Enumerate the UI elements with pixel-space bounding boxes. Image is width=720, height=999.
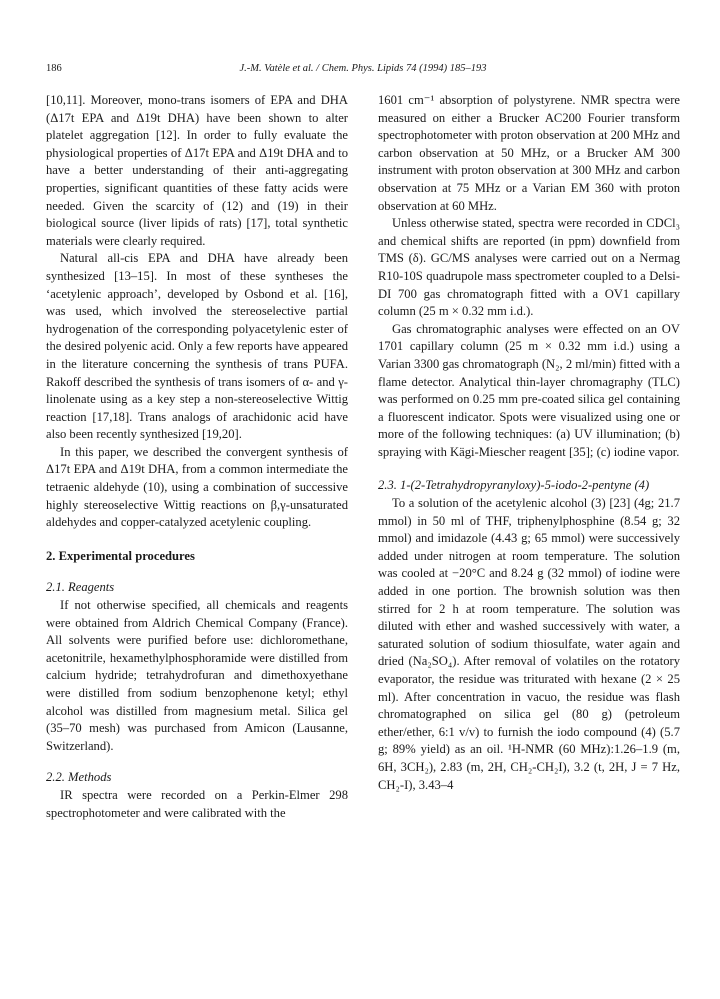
subsection-heading-reagents: 2.1. Reagents bbox=[46, 580, 115, 595]
subsection-heading-methods: 2.2. Methods bbox=[46, 770, 112, 785]
paragraph-nmr: 1601 cm⁻¹ absorption of polystyrene. NMR spectra were measured on either a Brucker AC200 Fourier transform spectrophotometer with proton observation at 200 MHz and carbon observation at 50 MHz, or a Brucker AM 300 instrument with proton observation at 300 MHz and carbon observation at 75 MHz or a Varian EM 360 with proton observation at 60 MHz. bbox=[378, 93, 680, 213]
journal-citation: J.-M. Vatèle et al. / Chem. Phys. Lipids 74 (1994) 185–193 bbox=[239, 63, 487, 74]
paragraph-gcms: Unless otherwise stated, spectra were recorded in CDCl₃ and chemical shifts are reported (in ppm) downfield from TMS (δ). GC/MS analyses were carried out on a Nermag R10-10S quadrupole mass spectrometer coupled to a Delsi-DI 700 gas chromatograph fitted with a OV1 capillary column (25 m × 0.32 mm i.d.). bbox=[378, 216, 680, 319]
page-number: 186 bbox=[46, 63, 62, 74]
subsection-heading-compound-4: 2.3. 1-(2-Tetrahydropyranyloxy)-5-iodo-2-pentyne (4) bbox=[378, 478, 650, 493]
paragraph-gc-tlc: Gas chromatographic analyses were effected on an OV 1701 capillary column (25 m × 0.32 mm i.d.) using a Varian 3300 gas chromatograph (N₂, 2 ml/min) fitted with a flame detector. Analytical thin-layer chromagraphy (TLC) was performed on 0.25 mm pre-coated silica gel containing a fluorescent indicator. Spots were visualized using one or more of the following techniques: (a) UV illumination; (b) spraying with Kägi-Miescher reagent [35]; (c) iodine vapor. bbox=[378, 321, 680, 459]
right-column bbox=[378, 92, 680, 794]
paragraph-compound-4-procedure: To a solution of the acetylenic alcohol (3) [23] (4g; 21.7 mmol) in 50 ml of THF, triphenylphosphine (8.54 g; 32 mmol) and imidazole (4.43 g; 65 mmol) were successively added under nitrogen at room temperature. The solution was cooled at −20°C and 8.24 g (32 mmol) of iodine were added in one portion. The brownish solution was then stirred for 2 h at room temperature. The solution was diluted with ether and washed successively with water, a saturated solution of sodium thiosulfate, water again and dried (Na₂SO₄). After removal of volatiles on the rotatory evaporator, the residue was triturated with hexane (2 × 25 ml). After concentration in vacuo, the residue was flash chromatographed on silica gel (80 g) (petroleum ether/ether, 6:1 v/v) to furnish the iodo compound (4) (5.7 g; 89% yield) as an oil. ¹H-NMR (60 MHz):1.26–1.9 (m, 6H, 3CH₂), 2.83 (m, 2H, CH₂-CH₂I), 3.2 (t, 2H, J = 7 Hz, CH₂-I), 3.43–4 bbox=[378, 496, 680, 792]
paragraph-methods-ir: IR spectra were recorded on a Perkin-Elmer 298 spectrophotometer and were calibrated with the bbox=[46, 787, 348, 820]
left-column bbox=[46, 92, 348, 822]
paragraph-this-paper: In this paper, we described the convergent synthesis of Δ17t EPA and Δ19t DHA, from a common intermediate the tetraenic aldehyde (10), using a combination of successive highly stereoselective Wittig reactions on β,γ-unsaturated aldehydes and copper-catalyzed acetylenic coupling. bbox=[46, 444, 348, 530]
paragraph-reagents: If not otherwise specified, all chemicals and reagents were obtained from Aldrich Chemical Company (France). All solvents were purified before use: dichloromethane, acetonitrile, hexamethylphosphoramide were distilled from calcium hydride; tetrahydrofuran and dimethoxyethane were distilled from sodium benzophenone ketyl; ethyl alcohol was distilled from magnesium metal. Silica gel (35–70 mesh) was purchased from Amicon (Lausanne, Switzerland). bbox=[46, 598, 348, 753]
paragraph-prior-syntheses: Natural all-cis EPA and DHA have already been synthesized [13–15]. In most of these syntheses the ‘acetylenic approach’, developed by Osbond et al. [16], was used, which involved the stereoselective partial hydrogenation of the corresponding polyacetylenic ester of the desired polyenic acid. Only a few reports have appeared in the literature concerning the synthesis of trans PUFA. Rakoff described the synthesis of trans isomers of α- and γ-linolenate using as a key step a non-stereoselective Wittig reaction [17,18]. Trans analogs of arachidonic acid have also been recently synthesized [19,20]. bbox=[46, 251, 348, 442]
section-heading-experimental: 2. Experimental procedures bbox=[46, 548, 195, 563]
paragraph-intro-continued: [10,11]. Moreover, mono-trans isomers of EPA and DHA (Δ17t EPA and Δ19t DHA) have been shown to alter platelet aggregation [12]. In order to fully evaluate the physiological properties of Δ17t EPA and Δ19t DHA and to have a better understanding of their anti-aggregating properties, significant quantities of these fatty acids were needed. Given the scarcity of (12) and (19) in their biological source (liver lipids of rats) [17], total synthetic materials were clearly required. bbox=[46, 93, 348, 248]
